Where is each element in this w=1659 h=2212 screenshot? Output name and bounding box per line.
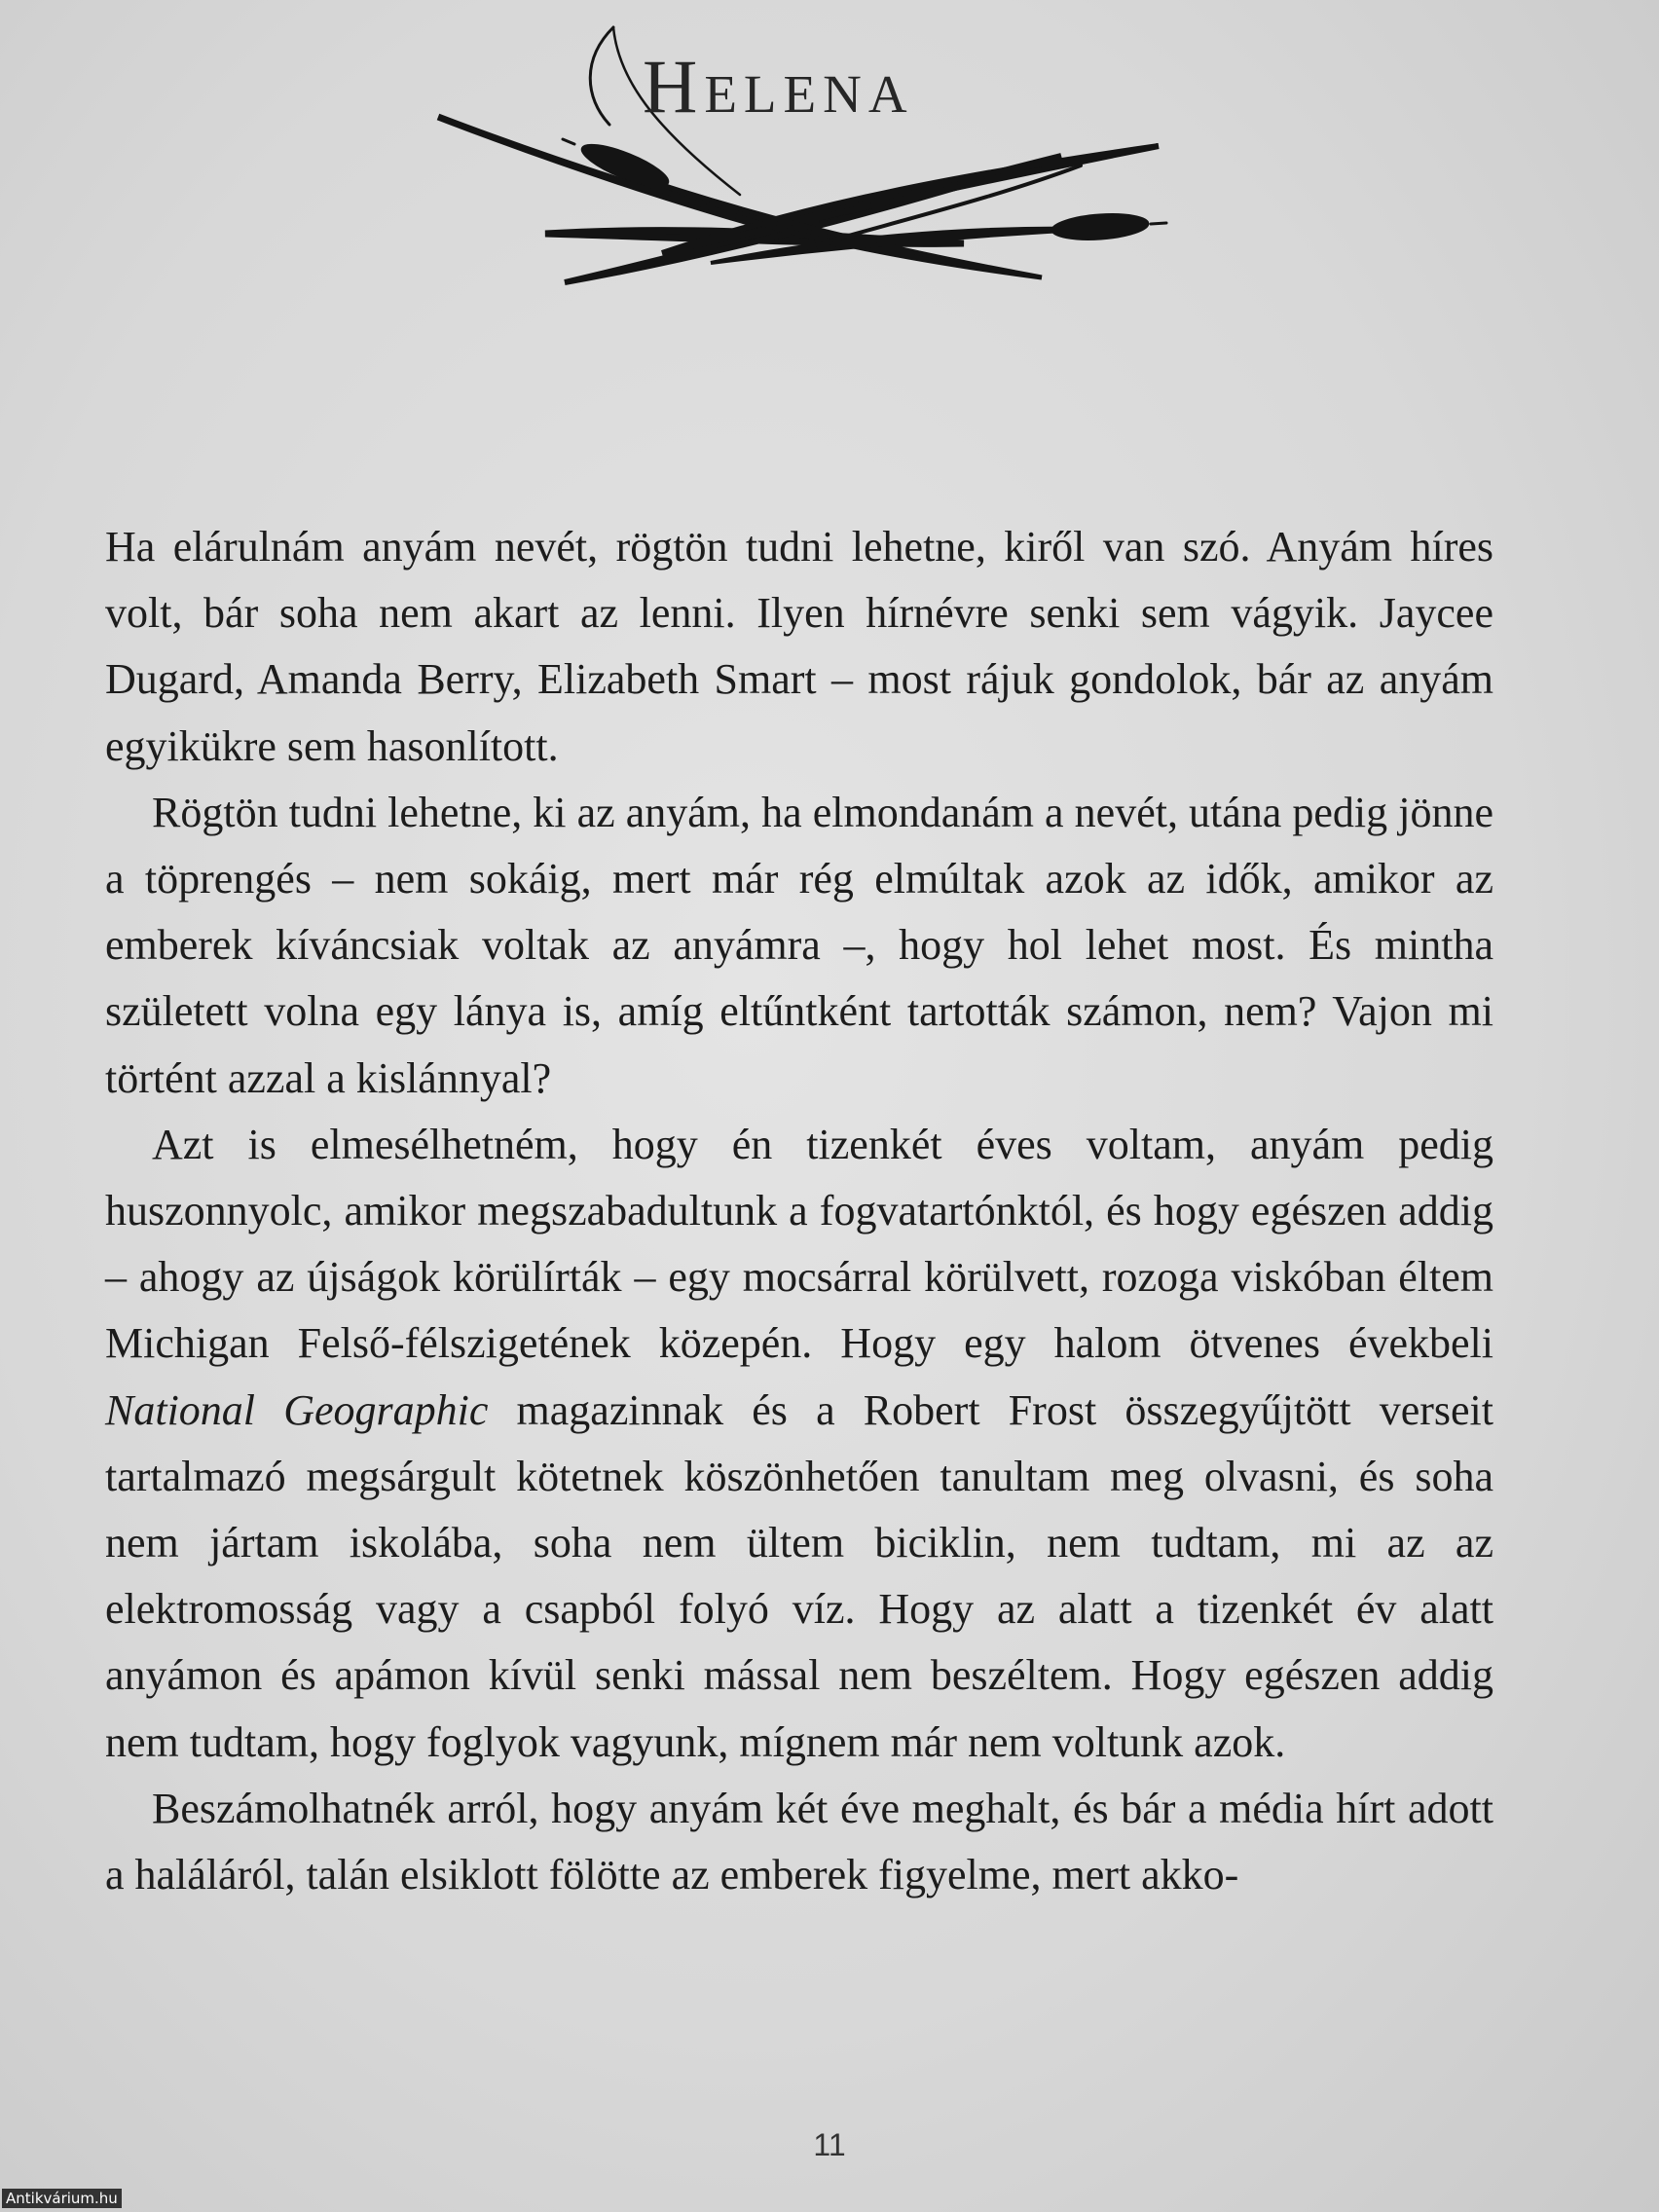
paragraph-2: Rögtön tudni lehetne, ki az anyám, ha elmondanám a nevét, utána pedig jönne a töprengés – nem sokáig, mert már rég elmúltak azok az idők, amikor az emberek kíváncsiak voltak az anyámra –, hogy hol lehet most. És mintha született volna egy lánya is, amíg eltűntként tartották számon, nem? Vajon mi történt azzal a kislánnyal? <box>105 788 1493 1102</box>
paragraph-3-before: Azt is elmesélhetném, hogy én tizenkét éves voltam, anyám pedig huszonnyolc, amikor megszabadultunk a fogvatartónktól, és hogy egészen addig – ahogy az újságok körülírták – egy mocsárral körülvett, rozoga viskóban éltem Michigan Felső-félszigetének közepén. Hogy egy halom ötvenes évekbeli <box>105 1120 1493 1368</box>
paragraph-3-after: magazinnak és a Robert Frost összegyűjtött verseit tartalmazó megsárgult kötetnek köszönhetően tanultam meg olvasni, és soha nem jártam iskolába, soha nem ültem biciklin, nem tudtam, mi az az elektromosság vagy a csapból folyó víz. Hogy az alatt a tizenkét év alatt anyámon és apámon kívül senki mással nem beszéltem. Hogy egészen addig nem tudtam, hogy foglyok vagyunk, mígnem már nem voltunk azok. <box>105 1385 1493 1766</box>
magazine-title: National Geographic <box>105 1385 489 1434</box>
chapter-header <box>419 19 1198 302</box>
paragraph-1: Ha elárulnám anyám nevét, rögtön tudni lehetne, kiről van szó. Anyám híres volt, bár soha nem akart az lenni. Ilyen hírnévre senki sem vágyik. Jaycee Dugard, Amanda Berry, Elizabeth Smart – most rájuk gondolok, bár az anyám egyikükre sem hasonlított. <box>105 523 1493 770</box>
paragraph-3 <box>105 1112 1493 1776</box>
watermark: Antikvárium.hu <box>2 2189 122 2208</box>
chapter-title: Helena <box>643 44 914 129</box>
paragraph-4: Beszámolhatnék arról, hogy anyám két éve meghalt, és bár a média hírt adott a haláláról, talán elsiklott fölötte az emberek figyelme, mert akko- <box>105 1784 1493 1899</box>
body-text <box>105 514 1493 1908</box>
page-number: 11 <box>813 2127 846 2162</box>
